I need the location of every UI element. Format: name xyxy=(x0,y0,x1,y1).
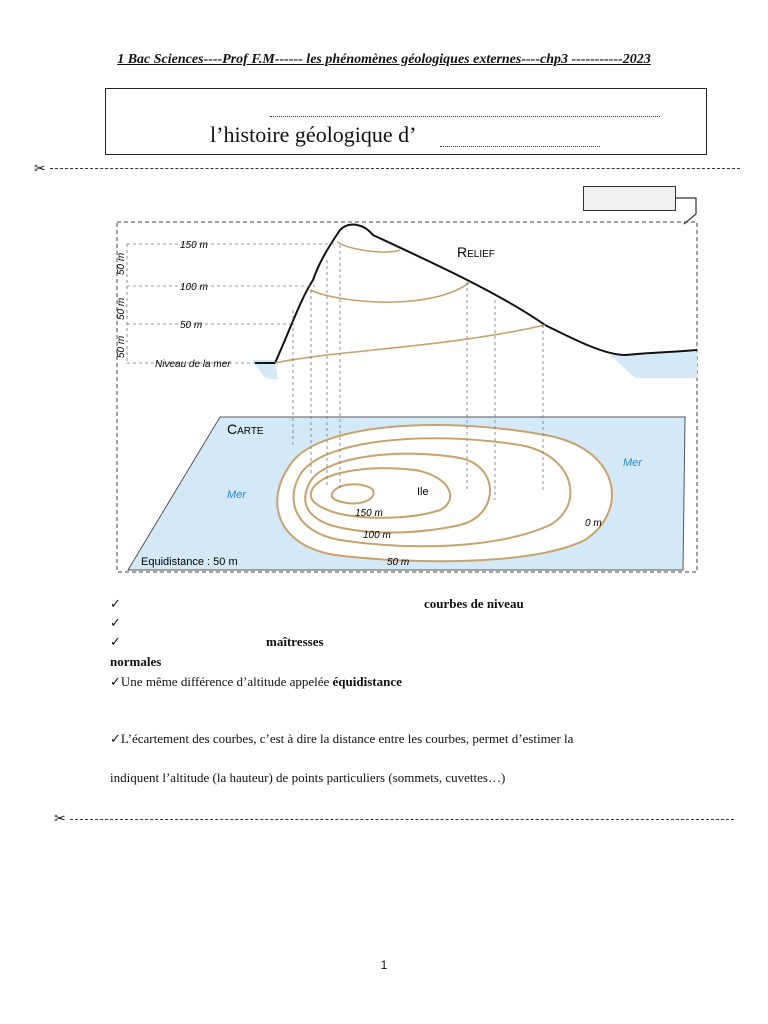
bold-term: normales xyxy=(110,654,162,669)
bold-term: courbes de niveau xyxy=(424,596,524,611)
contour-label: 0 m xyxy=(585,518,602,529)
carte-label: Carte xyxy=(227,421,264,437)
answer-dotted-line xyxy=(440,146,600,147)
check-mark: ✓ xyxy=(110,596,121,611)
label-box xyxy=(583,186,676,211)
cut-line xyxy=(70,819,734,820)
scissors-icon: ✂ xyxy=(34,162,46,177)
contour-0 xyxy=(277,425,612,561)
page-header: 1 Bac Sciences----Prof F.M------ les phénomènes géologiques externes----chp3 -----------2023 xyxy=(117,52,651,67)
island-label: Ile xyxy=(417,486,429,498)
relief-map-figure xyxy=(115,220,700,575)
contour-label: 50 m xyxy=(387,557,410,568)
spacing-label: 50 m xyxy=(116,252,127,275)
bullet-line: ✓Une même différence d’altitude appelée équidistance xyxy=(110,674,402,689)
paragraph-line: ✓L’écartement des courbes, c’est à dire la distance entre les courbes, permet d’estimer la xyxy=(110,731,574,746)
alt-150: 150 m xyxy=(180,240,208,251)
bold-term: maîtresses xyxy=(266,634,324,649)
relief-label: Relief xyxy=(457,244,495,260)
scissors-icon: ✂ xyxy=(54,812,66,827)
spacing-label: 50 m xyxy=(116,335,127,358)
alt-100: 100 m xyxy=(180,282,208,293)
sea-level-label: Niveau de la mer xyxy=(155,359,231,370)
spacing-label: 50 m xyxy=(116,297,127,320)
paragraph-line: indiquent l’altitude (la hauteur) de points particuliers (sommets, cuvettes…) xyxy=(110,770,506,785)
contour-label: 150 m xyxy=(355,508,383,519)
page-title: l’histoire géologique d’ xyxy=(210,122,417,147)
check-mark: ✓ xyxy=(110,634,121,649)
check-mark: ✓ xyxy=(110,615,121,630)
sea-right-label: Mer xyxy=(623,457,642,469)
equidistance-label: Equidistance : 50 m xyxy=(141,556,238,568)
contour-label: 100 m xyxy=(363,530,391,541)
cut-line xyxy=(50,168,740,169)
answer-dotted-line xyxy=(270,116,660,117)
alt-50: 50 m xyxy=(180,320,203,331)
page-number: 1 xyxy=(380,958,388,972)
sea-left-label: Mer xyxy=(227,489,246,501)
